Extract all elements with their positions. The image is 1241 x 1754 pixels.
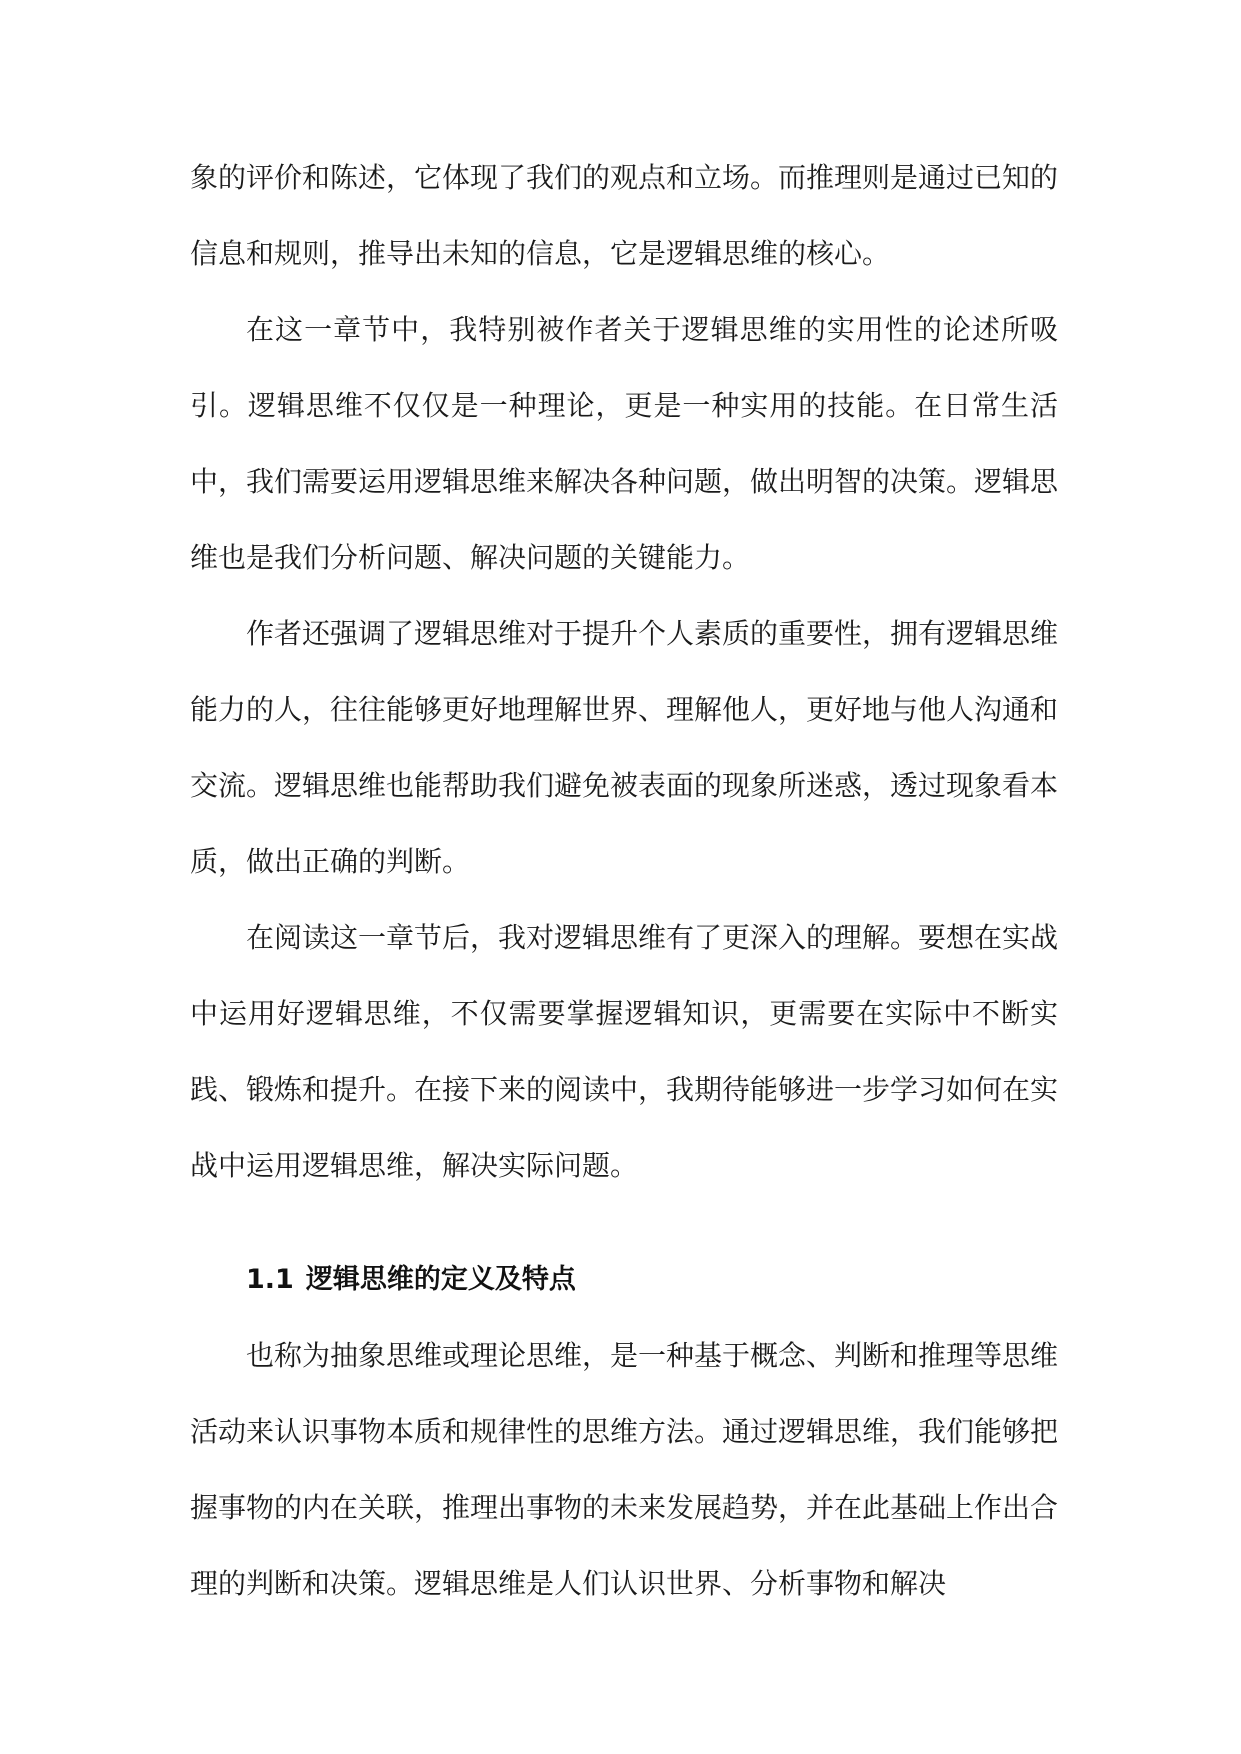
section-title: 逻辑思维的定义及特点 — [305, 1264, 576, 1295]
paragraph-reading-reflection: 在阅读这一章节后，我对逻辑思维有了更深入的理解。要想在实战中运用好逻辑思维，不仅需要掌握逻辑知识，更需要在实际中不断实践、锻炼和提升。在接下来的阅读中，我期待能够进一步学习如何在实战中运用逻辑思维，解决实际问题。 — [190, 921, 1059, 1182]
section-heading — [190, 1242, 1058, 1318]
paragraph-continued: 象的评价和陈述，它体现了我们的观点和立场。而推理则是通过已知的信息和规则，推导出未知的信息，它是逻辑思维的核心。 — [190, 161, 1059, 270]
paragraph-practicality: 在这一章节中，我特别被作者关于逻辑思维的实用性的论述所吸引。逻辑思维不仅仅是一种理论，更是一种实用的技能。在日常生活中，我们需要运用逻辑思维来解决各种问题，做出明智的决策。逻辑思维也是我们分析问题、解决问题的关键能力。 — [190, 313, 1059, 574]
section-number: 1.1 — [246, 1264, 294, 1295]
page-body — [190, 140, 1058, 1622]
paragraph-definition: 也称为抽象思维或理论思维，是一种基于概念、判断和推理等思维活动来认识事物本质和规律性的思维方法。通过逻辑思维，我们能够把握事物的内在关联，推理出事物的未来发展趋势，并在此基础上作出合理的判断和决策。逻辑思维是人们认识世界、分析事物和解决 — [190, 1339, 1059, 1600]
paragraph-personal-quality: 作者还强调了逻辑思维对于提升个人素质的重要性，拥有逻辑思维能力的人，往往能够更好地理解世界、理解他人，更好地与他人沟通和交流。逻辑思维也能帮助我们避免被表面的现象所迷惑，透过现象看本质，做出正确的判断。 — [190, 617, 1059, 878]
